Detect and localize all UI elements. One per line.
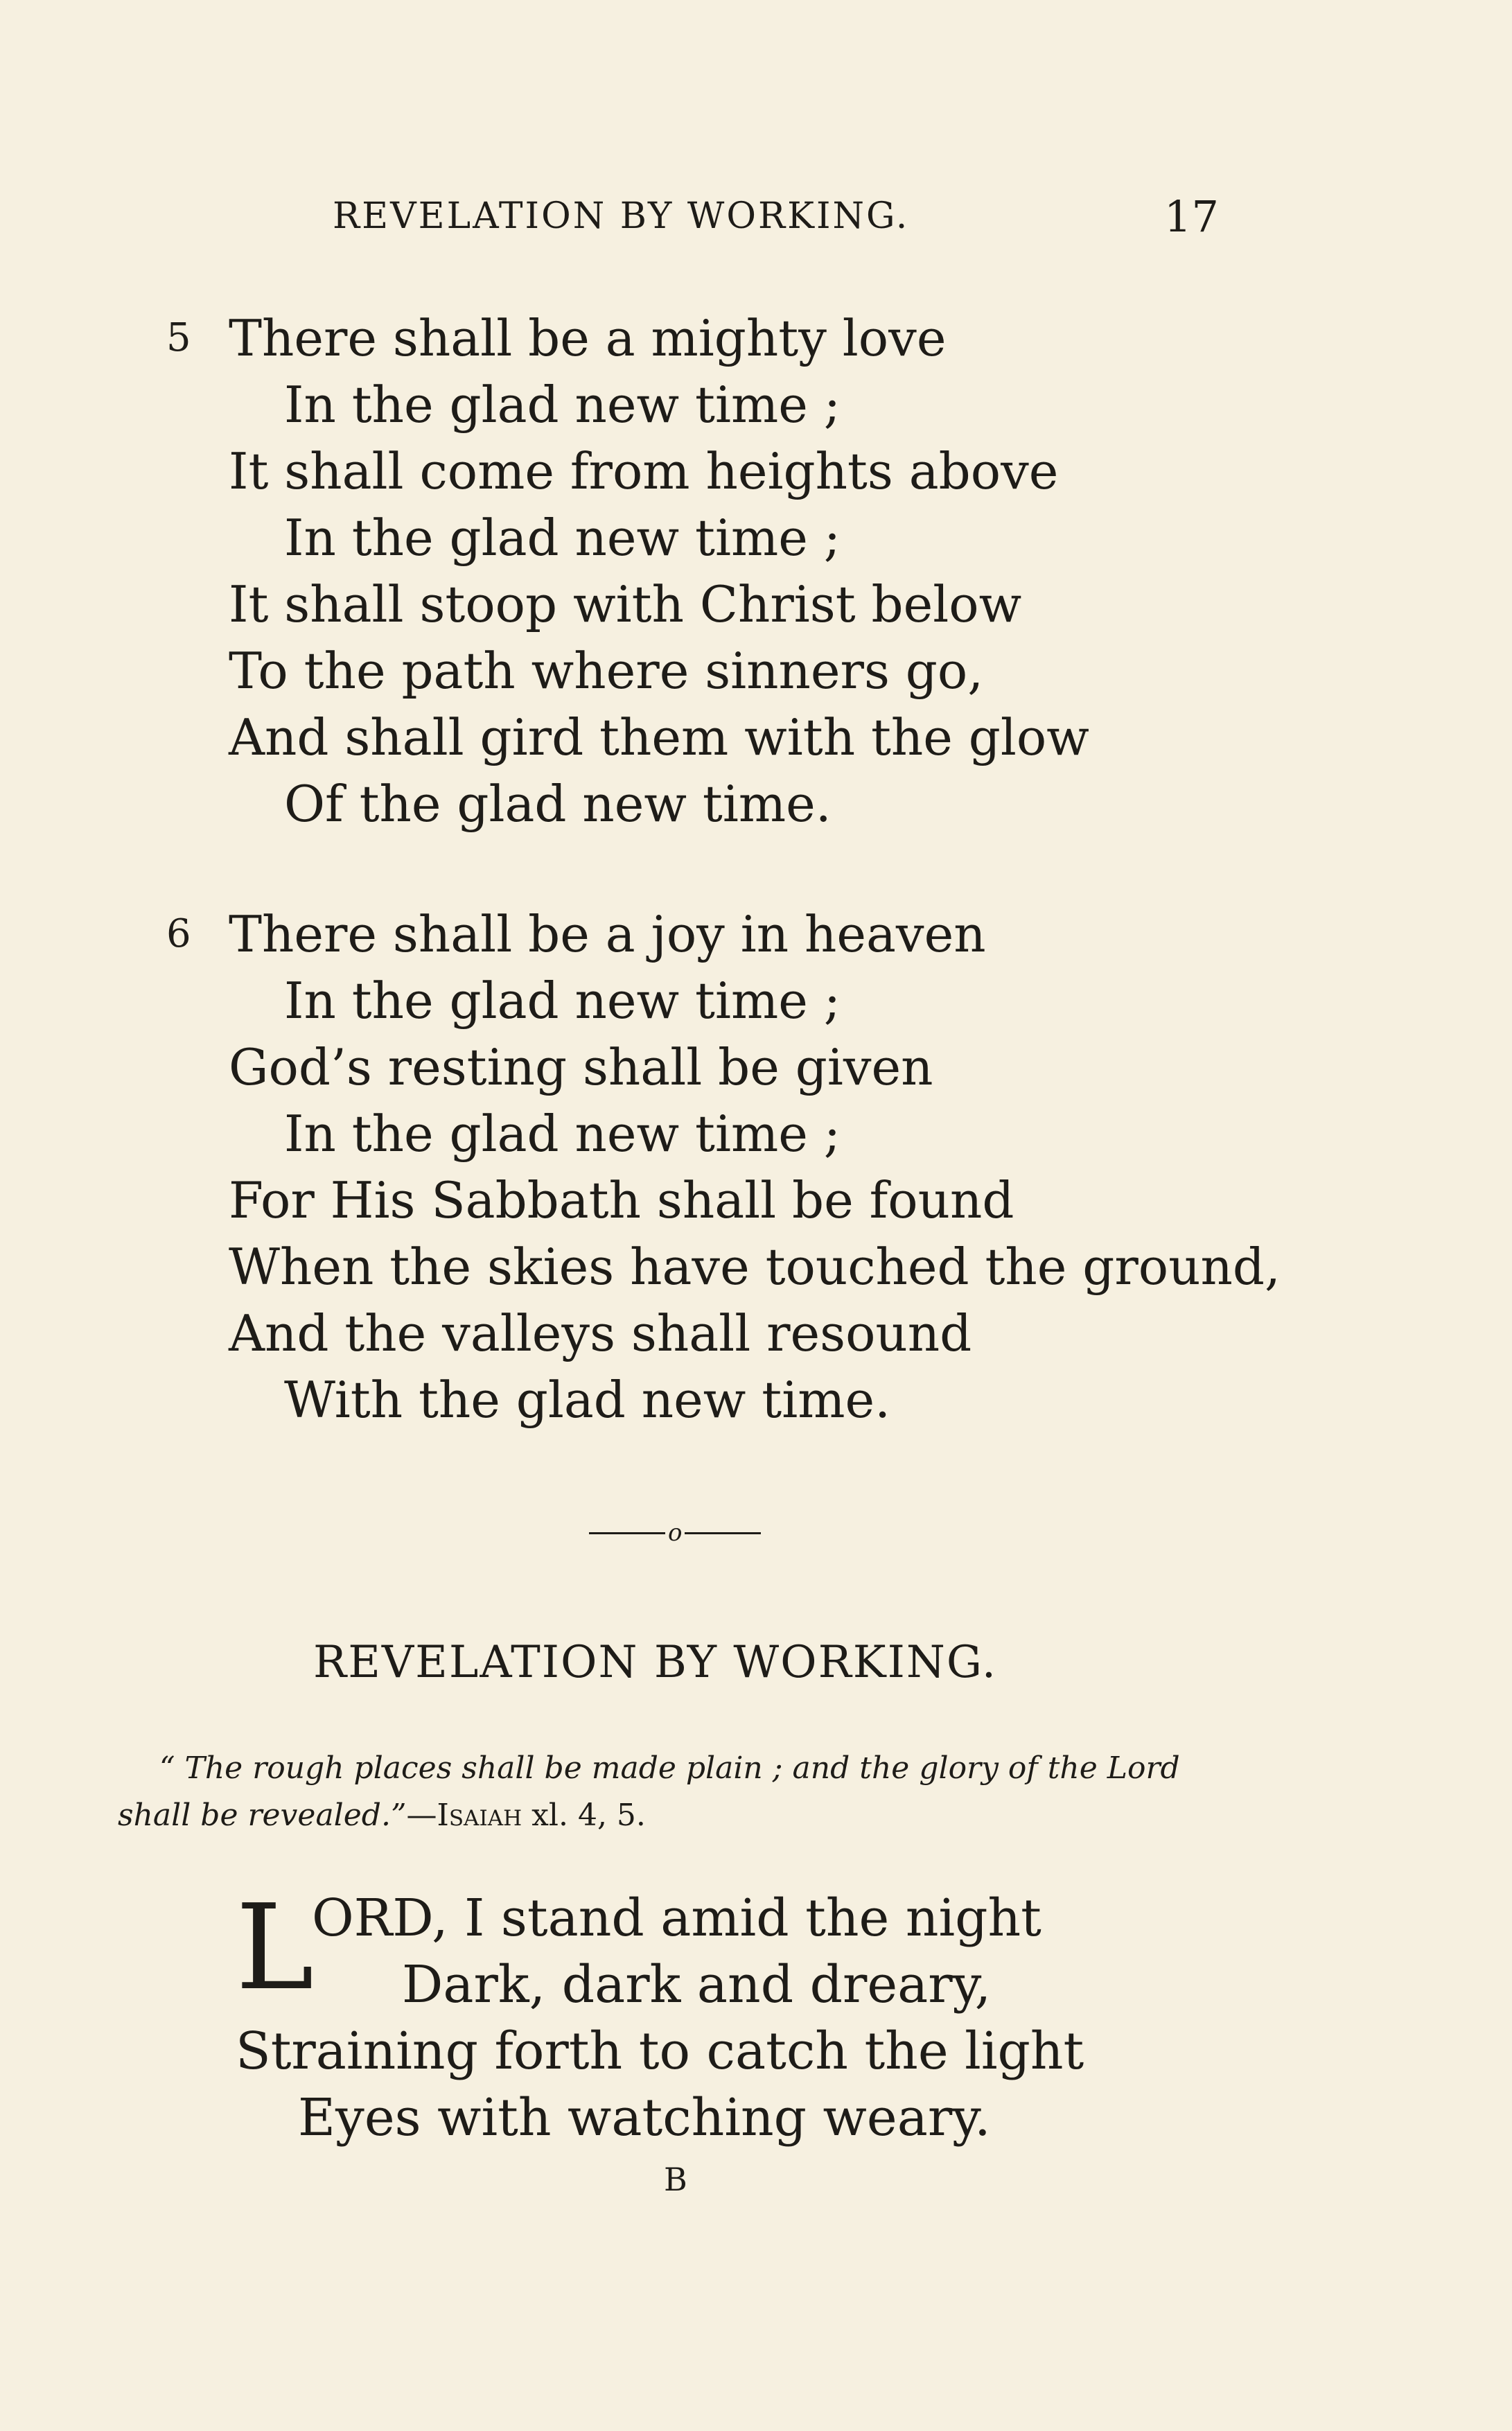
verse-line: When the skies have touched the ground, [229, 1238, 1281, 1296]
verse-line: And shall gird them with the glow [229, 708, 1089, 766]
citation: —Isaiah xl. 4, 5. [406, 1798, 646, 1833]
divider-rule [685, 1532, 761, 1534]
section-divider [589, 1519, 761, 1547]
verse-line: In the glad new time ; [284, 376, 841, 434]
verse-line: For His Sabbath shall be found [229, 1171, 1014, 1229]
epigraph-line: shall be revealed.”—Isaiah xl. 4, 5. [118, 1798, 646, 1833]
verse-number: 6 [166, 911, 191, 956]
verse-line: 5 There shall be a mighty love [166, 305, 1089, 371]
verse-line: L ORD, I stand amid the night [236, 1879, 1041, 2017]
verse-line: It shall come from heights above [229, 442, 1059, 500]
verse-line: To the path where sinners go, [229, 642, 984, 700]
verse-line: Straining forth to catch the light [236, 2021, 1084, 2081]
stanza-6 [166, 901, 1281, 1433]
divider-rule [589, 1532, 665, 1534]
signature-mark: B [664, 2161, 687, 2198]
verse-line: Of the glad new time. [284, 775, 832, 833]
verse-line: And the valleys shall resound [229, 1304, 972, 1362]
verse-line: It shall stoop with Christ below [229, 575, 1022, 633]
verse-number: 5 [166, 315, 191, 360]
verse-line: Dark, dark and dreary, [402, 1955, 992, 2015]
divider-mark: o [668, 1519, 683, 1547]
hymn-title: REVELATION BY WORKING. [313, 1637, 998, 1688]
page-number: 17 [1164, 191, 1219, 242]
stanza-5 [166, 305, 1089, 837]
verse-line: 6 There shall be a joy in heaven [166, 901, 1281, 967]
verse-line: God’s resting shall be given [229, 1038, 933, 1096]
epigraph [118, 1745, 1180, 1839]
verse-line: With the glad new time. [284, 1371, 891, 1429]
epigraph-line: “ The rough places shall be made plain ; and the glory of the Lord [159, 1750, 1180, 1786]
running-head: REVELATION BY WORKING. [333, 195, 910, 237]
verse-line: Eyes with watching weary. [298, 2088, 991, 2148]
verse-line: In the glad new time ; [284, 1105, 841, 1163]
drop-cap: L [236, 1879, 314, 2017]
verse-line: In the glad new time ; [284, 509, 841, 567]
verse-line: In the glad new time ; [284, 972, 841, 1030]
hymn-verse [236, 1879, 1084, 2151]
